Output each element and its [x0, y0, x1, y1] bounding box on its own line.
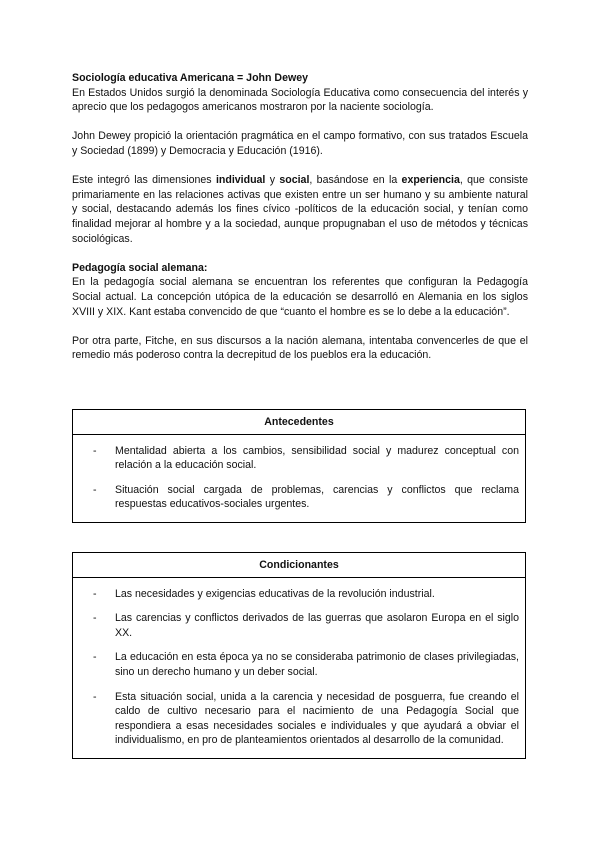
- list-item: - La educación en esta época ya no se consideraba patrimonio de clases privilegiadas, sino un derecho humano y un deber social.: [93, 650, 519, 679]
- term-social: social: [279, 174, 310, 187]
- term-experiencia: experiencia: [401, 174, 460, 187]
- term-individual: individual: [215, 174, 266, 187]
- paragraph-dewey-intro: En Estados Unidos surgió la denominada Sociología Educativa como consecuencia del interés y aprecio que los pedagogos americanos mostraron por la naciente sociología.: [72, 86, 528, 114]
- list-item: - Las carencias y conflictos derivados de las guerras que asolaron Europa en el siglo XX.: [93, 611, 519, 640]
- condicionantes-list: [73, 578, 525, 758]
- paragraph-dewey-dimensions: Este integró las dimensiones individual y social, basándose en la experiencia, que consiste primariamente en las relaciones activas que existen entre un ser humano y su ambiente natural y social, destacando además los fines cívico -políticos de la educación social, y tenían como finalidad mejorar al hombre y a la sociedad, aunque propugnaban el uso de métodos y técnicas sociológicas.: [72, 174, 529, 245]
- list-item: - Esta situación social, unida a la carencia y necesidad de posguerra, fue creando el caldo de cultivo necesario para el nacimiento de una Pedagogía Social que respondiera a esas necesidades sociales e individuales y que ayudará a obviar el individualismo, en pro de planteamientos orientados al desarrollo de la comunidad.: [93, 690, 519, 748]
- section-heading-dewey: Sociología educativa Americana = John Dewey: [72, 72, 308, 84]
- antecedentes-box: [72, 409, 526, 523]
- antecedentes-title: Antecedentes: [264, 416, 334, 428]
- list-item: - Las necesidades y exigencias educativas de la revolución industrial.: [93, 587, 519, 602]
- document-body: [72, 71, 528, 363]
- condicionantes-box: [72, 552, 526, 759]
- antecedentes-list: [73, 435, 525, 522]
- paragraph-dewey-works: John Dewey propició la orientación pragmática en el campo formativo, con sus tratados Escuela y Sociedad (1899) y Democracia y Educación (1916).: [72, 130, 528, 157]
- list-item: - Mentalidad abierta a los cambios, sensibilidad social y madurez conceptual con relación a la educación social.: [93, 444, 519, 473]
- condicionantes-title: Condicionantes: [259, 559, 339, 571]
- paragraph-german-intro: En la pedagogía social alemana se encuentran los referentes que configuran la Pedagogía Social actual. La concepción utópica de la educación se desarrolló en Alemania en los siglos XVIII y XIX. Kant estaba convencido de que “cuanto el hombre es se lo debe a la educación”.: [72, 276, 528, 318]
- section-heading-german: Pedagogía social alemana:: [72, 261, 208, 274]
- paragraph-fitche: Por otra parte, Fitche, en sus discursos a la nación alemana, intentaba convencerles de que el remedio más poderoso contra la decrepitud de los pueblos era la educación.: [72, 334, 528, 362]
- list-item: - Situación social cargada de problemas, carencias y conflictos que reclama respuestas educativos-sociales urgentes.: [93, 483, 519, 512]
